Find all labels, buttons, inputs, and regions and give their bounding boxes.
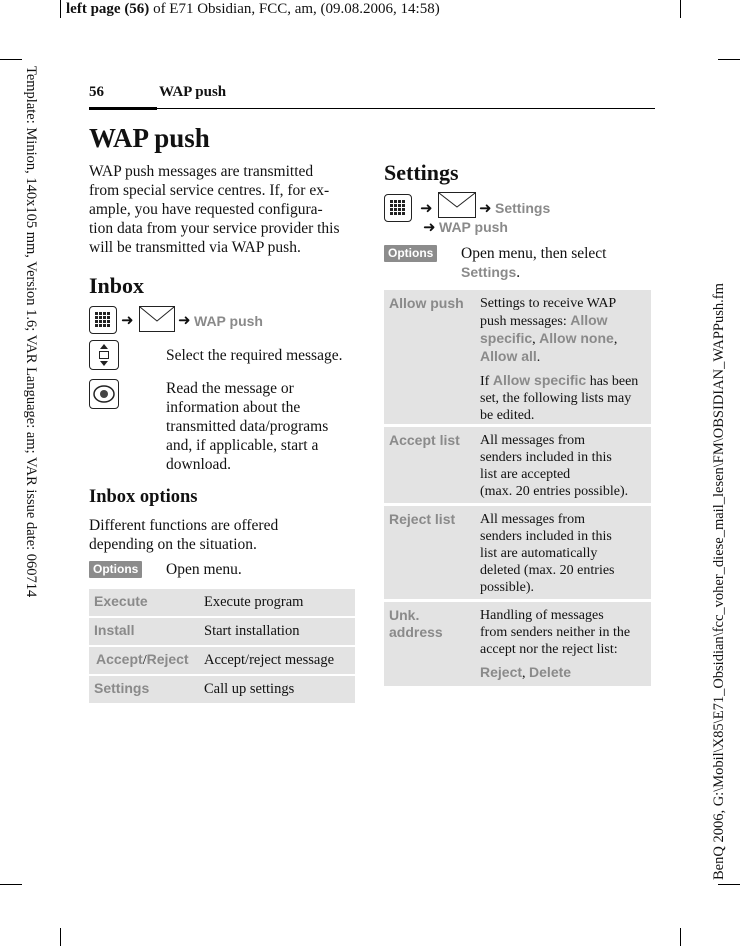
crop-mark <box>60 0 61 18</box>
crop-mark <box>60 928 61 946</box>
running-title: WAP push <box>159 84 227 100</box>
crop-mark <box>718 884 740 885</box>
nav-center-icon <box>89 379 119 409</box>
settings-path-2: WAP push <box>439 219 508 235</box>
inbox-heading: Inbox <box>89 273 145 298</box>
settings-softkey-text: Open menu, then select Settings. <box>461 245 607 281</box>
inbox-options-heading: Inbox options <box>89 487 198 507</box>
crop-mark <box>0 884 22 885</box>
crop-mark <box>0 59 22 60</box>
settings-path-1: Settings <box>495 200 551 216</box>
running-head-rule-thick <box>89 107 157 110</box>
options-softkey: Options <box>384 244 437 262</box>
crop-mark <box>680 928 681 946</box>
options-softkey-text: Open menu. <box>166 561 242 578</box>
arrow-right-icon: ➜ <box>121 313 134 329</box>
envelope-icon <box>139 306 175 337</box>
setting-row-unknown-address: Unk. address Handling of messages from senders neither in the accept nor the reject list: Reject, Delete <box>384 602 651 686</box>
menu-grid-icon <box>384 194 412 222</box>
option-row-accept-reject: Accept/Reject Accept/reject message <box>89 647 355 674</box>
print-header: left page (56) of E71 Obsidian, FCC, am, (09.08.2006, 14:58) <box>66 1 440 17</box>
crop-mark <box>680 0 681 18</box>
inbox-options-intro: Different functions are offered depending on the situation. <box>89 517 279 553</box>
option-row-settings: Settings Call up settings <box>89 676 355 703</box>
page-number: 56 <box>89 84 104 100</box>
options-softkey: Options <box>89 560 142 578</box>
arrow-right-icon: ➜ <box>479 201 492 217</box>
setting-row-allow-push: Allow push Settings to receive WAP push messages: Allow specific, Allow none, Allow all. If Allow specific has been set, the following lists may be edited. <box>384 290 651 424</box>
settings-heading: Settings <box>384 160 459 185</box>
intro-paragraph: WAP push messages are transmitted from special service centres. If, for ex- ample, you have requested configura- tion data from your service provider this will be transmitted via WAP push. <box>89 163 340 256</box>
inbox-path-label: WAP push <box>194 313 263 329</box>
setting-row-accept-list: Accept list All messages from senders included in this list are accepted (max. 20 entries possible). <box>384 427 651 503</box>
running-head-rule <box>157 108 655 109</box>
right-margin-text: BenQ 2006, G:\Mobil\X85\E71_Obsidian\fcc_voher_diese_mail_lesen\FM\OBSIDIAN_WAPPush.fm <box>711 283 727 880</box>
nav-updown-icon <box>89 340 119 370</box>
step-select-message: Select the required message. <box>166 347 343 364</box>
arrow-right-icon: ➜ <box>420 201 433 217</box>
setting-row-reject-list: Reject list All messages from senders included in this list are automatically deleted (max. 20 entries possible). <box>384 506 651 599</box>
arrow-right-icon: ➜ <box>423 220 436 236</box>
option-row-install: Install Start installation <box>89 618 355 645</box>
menu-grid-icon <box>89 306 117 334</box>
option-row-execute: Execute Execute program <box>89 589 355 616</box>
arrow-right-icon: ➜ <box>178 313 191 329</box>
left-margin-text: Template: Minion, 140x105 mm, Version 1.6; VAR Language: am; VAR issue date: 060714 <box>23 66 39 598</box>
step-read-message: Read the message or information about the transmitted data/programs and, if applicable, start a download. <box>166 380 329 473</box>
page-title: WAP push <box>89 123 210 153</box>
